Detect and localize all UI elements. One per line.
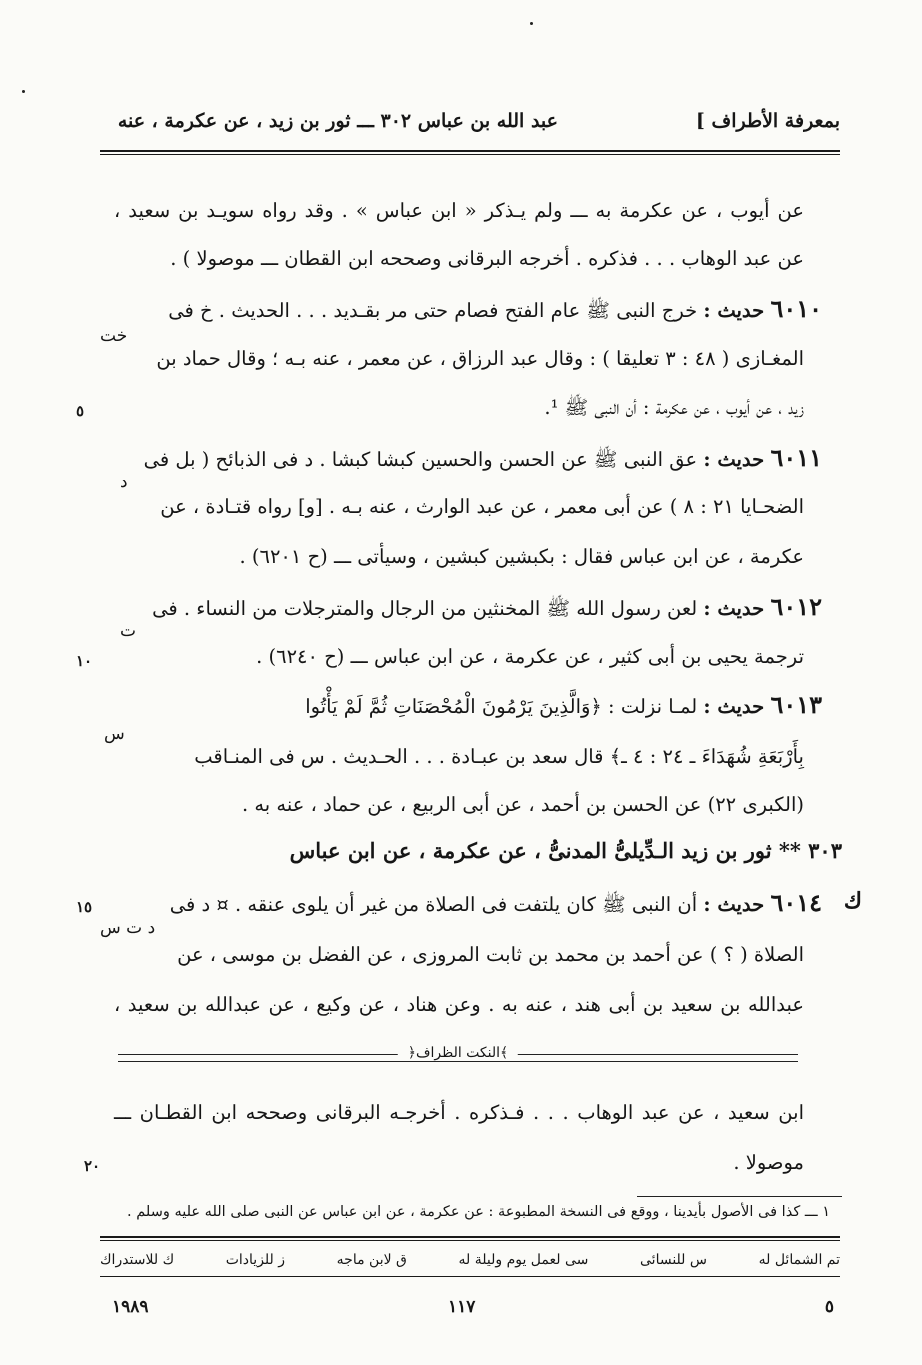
hadith-label: حديث : bbox=[703, 893, 765, 916]
footnote: ١ ـــ كذا فى الأصول بأيدينا ، ووقع فى النسخة المطبوعة : عن عكرمة ، عن ابن عباس عن النبى صلى الله عليه وسلم . bbox=[127, 1204, 830, 1220]
hadith-label: حديث : bbox=[703, 597, 765, 620]
hadith-text: لمـا نزلت : ﴿وَالَّذِينَ يَرْمُونَ الْمُحْصَنَاتِ ثُمَّ لَمْ يَأْتُوا bbox=[305, 695, 698, 718]
hadith-number: ٦٠١١ bbox=[770, 443, 822, 472]
section-heading: ٣٠٣ ** ثور بن زيد الـدِّيلىُّ المدنىُّ ، عن عكرمة ، عن ابن عباس bbox=[289, 838, 842, 863]
legend-bottom-rule bbox=[100, 1276, 840, 1277]
header-rule-thin bbox=[100, 154, 840, 155]
text-line: عكرمة ، عن ابن عباس فقال : بكبشين كبشين ، وسيأتى ـــ (ح ٦٢٠١) . bbox=[239, 545, 804, 568]
speck bbox=[22, 90, 25, 93]
line-number: ٢٠ bbox=[84, 1157, 101, 1175]
text-line: المغـازى ( ٤٨ : ٣ تعليقا ) : وقال عبد الرزاق ، عن معمر ، عنه بـه ؛ وقال حماد بن bbox=[156, 347, 804, 370]
source-code: د ت س bbox=[100, 918, 156, 938]
hadith-text: أن النبى ﷺ كان يلتفت فى الصلاة من غير أن يلوى عنقه . ¤ د فى bbox=[169, 893, 698, 916]
source-code: د bbox=[120, 472, 128, 492]
text-line: ترجمة يحيى بن أبى كثير ، عن عكرمة ، عن ابن عباس ـــ (ح ٦٢٤٠) . bbox=[256, 645, 804, 668]
text-line: بِأَرْبَعَةِ شُهَدَاءَ ـ ٢٤ : ٤ ـ﴾ قال سعد بن عبـادة . . . الحـديث . س فى المنـاقب bbox=[194, 745, 804, 768]
hadith-text: خرج النبى ﷺ عام الفتح فصام حتى مر بقـديد . . . الحديث . خ فى bbox=[168, 299, 698, 322]
legend-item: ز للزيادات bbox=[225, 1252, 286, 1268]
hadith-number: ٦٠١٤ bbox=[770, 888, 822, 917]
hadith-6013-line1 bbox=[82, 690, 822, 722]
legend-item: سى لعمل يوم وليلة له bbox=[458, 1252, 589, 1268]
text-line: عن أيوب ، عن عكرمة به ـــ ولم يـذكر « ابن عباس » . وقد رواه سويـد بن سعيد ، bbox=[114, 199, 804, 222]
hadith-6010-line1 bbox=[82, 294, 822, 326]
divider-label: ﴿النكت الظراف﴾ bbox=[398, 1045, 518, 1061]
istidrak-mark: ك bbox=[843, 888, 862, 914]
hadith-number: ٦٠١٢ bbox=[770, 592, 822, 621]
header-center: عبد الله بن عباس ٣٠٢ ـــ ثور بن زيد ، عن عكرمة ، عنه bbox=[117, 110, 558, 132]
source-code: س bbox=[104, 724, 125, 744]
nukat-line: موصولا . bbox=[733, 1151, 804, 1174]
page-number: ١١٧ bbox=[448, 1297, 476, 1317]
hadith-6012-line1 bbox=[82, 592, 822, 624]
source-code: خت bbox=[100, 326, 128, 346]
text-line: زيد ، عن أيوب ، عن عكرمة : أن النبى ﷺ ¹. bbox=[544, 396, 804, 419]
nukat-divider bbox=[118, 1045, 798, 1073]
hadith-text: لعن رسول الله ﷺ المخنثين من الرجال والمترجلات من النساء . فى bbox=[152, 597, 698, 620]
legend-rule bbox=[100, 1236, 840, 1238]
sigla-legend bbox=[100, 1252, 840, 1268]
hadith-label: حديث : bbox=[703, 448, 765, 471]
header-right: بمعرفة الأطراف ] bbox=[695, 110, 840, 132]
footnote-rule bbox=[637, 1196, 842, 1197]
line-number: ٥ bbox=[76, 402, 85, 420]
hadith-6011-line1 bbox=[82, 443, 822, 475]
text-line: الصلاة ( ؟ ) عن أحمد بن محمد بن ثابت المروزى ، عن الفضل بن موسى ، عن bbox=[177, 943, 804, 966]
text-line: عبدالله بن سعيد بن أبى هند ، عنه به . وعن هناد ، عن وكيع ، عن عبدالله بن سعيد ، bbox=[114, 993, 804, 1016]
hadith-6014-line1 bbox=[82, 888, 822, 920]
hadith-label: حديث : bbox=[703, 695, 765, 718]
text-line: عن عبد الوهاب . . . فذكره . أخرجه البرقانى وصححه ابن القطان ـــ موصولا ) . bbox=[170, 247, 804, 270]
legend-item: ك للاستدراك bbox=[100, 1252, 175, 1268]
hadith-label: حديث : bbox=[703, 299, 765, 322]
text-line: الضحـايا ٢١ : ٨ ) عن أبى معمر ، عن عبد الوارث ، عنه بـه . [و] رواه قتـادة ، عن bbox=[160, 495, 804, 518]
volume-number: ٥ bbox=[824, 1297, 834, 1317]
header-rule bbox=[100, 150, 840, 152]
legend-rule-thin bbox=[100, 1240, 840, 1241]
source-code: ت bbox=[120, 621, 137, 641]
print-code: ١٩٨٩ bbox=[112, 1297, 149, 1317]
line-number: ١٥ bbox=[76, 898, 93, 916]
running-header bbox=[100, 110, 840, 146]
hadith-number: ٦٠١٠ bbox=[770, 294, 822, 323]
nukat-line: ابن سعيد ، عن عبد الوهاب . . . فـذكره . أخرجـه البرقانى وصححه ابن القطـان ـــ bbox=[114, 1101, 804, 1124]
text-line: (الكبرى ٢٢) عن الحسن بن أحمد ، عن أبى الربيع ، عن حماد ، عنه به . bbox=[241, 793, 804, 816]
line-number: ١٠ bbox=[76, 652, 93, 670]
legend-item: تم الشمائل له bbox=[758, 1252, 840, 1268]
legend-item: س للنسائى bbox=[640, 1252, 707, 1268]
legend-item: ق لابن ماجه bbox=[336, 1252, 407, 1268]
speck bbox=[530, 22, 533, 25]
hadith-text: عق النبى ﷺ عن الحسن والحسين كبشا كبشا . د فى الذبائح ( بل فى bbox=[143, 448, 698, 471]
hadith-number: ٦٠١٣ bbox=[770, 690, 822, 719]
